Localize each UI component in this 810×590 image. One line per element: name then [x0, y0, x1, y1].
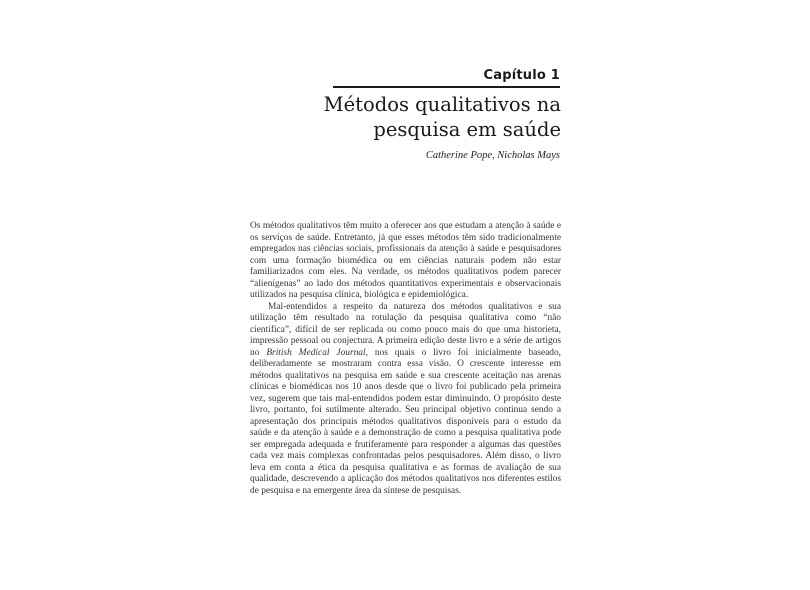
chapter-title-line-1: Métodos qualitativos na: [323, 93, 561, 116]
paragraph-2-part-2: nos quais o livro foi inicialmente baseado, deliberadamente se mostraram contra essa visão. O crescente interesse em métodos qualitativos na pesquisa em saúde e sua crescente aceitação nas arenas clínicas e biomédicas nos 10 anos desde que o livro foi publicado pela primeira vez, sugerem que tais mal-entendidos podem estar diminuindo. O propósito deste livro, portanto, foi sutilmente alterado. Seu principal objetivo continua sendo a apresentação dos principais métodos qualitativos disponíveis para o estudo da saúde e da atenção à saúde e a demonstração de como a pesquisa qualitativa pode ser empregada adequada e frutiferamente para responder a algumas das questões cada vez mais complexas confrontadas pelos pesquisadores. Além disso, o livro leva em conta a ética da pesquisa qualitativa e as formas de avaliação de sua qualidade, descrevendo a aplicação dos métodos qualitativos nos diferentes estilos de pesquisa e na emergente área da síntese de pesquisas.: [250, 347, 561, 496]
paragraph-1: Os métodos qualitativos têm muito a oferecer aos que estudam a atenção à saúde e os serviços de saúde. Entretanto, já que esses métodos têm sido tradicionalmente empregados nas ciências sociais, profissionais da atenção à saúde e pesquisadores com uma formação biomédica ou em ciências naturais podem não estar familiarizados com eles. Na verdade, os métodos qualitativos podem parecer “alienígenas” ao lado dos métodos quantitativos experimentais e observacionais utilizados na pesquisa clínica, biológica e epidemiológica.: [250, 221, 561, 300]
journal-name: British Medical Journal,: [266, 347, 368, 358]
chapter-title: [301, 92, 561, 142]
paragraph-2: [250, 302, 561, 498]
paragraph-2-part-1: Mal-entendidos a respeito da natureza dos métodos qualitativos e sua utilização têm resultado na rotulação da pesquisa qualitativa como “não científica”, difícil de ser replicada ou como pouco mais do que uma historieta, impressão pessoal ou conjectura. A primeira edição deste livro e a série de artigos no: [250, 301, 561, 358]
chapter-title-line-2: pesquisa em saúde: [373, 118, 561, 141]
authors: Catherine Pope, Nicholas Mays: [425, 150, 560, 161]
body-text: [250, 221, 561, 497]
chapter-label: Capítulo 1: [483, 68, 560, 83]
chapter-divider: [333, 86, 560, 88]
